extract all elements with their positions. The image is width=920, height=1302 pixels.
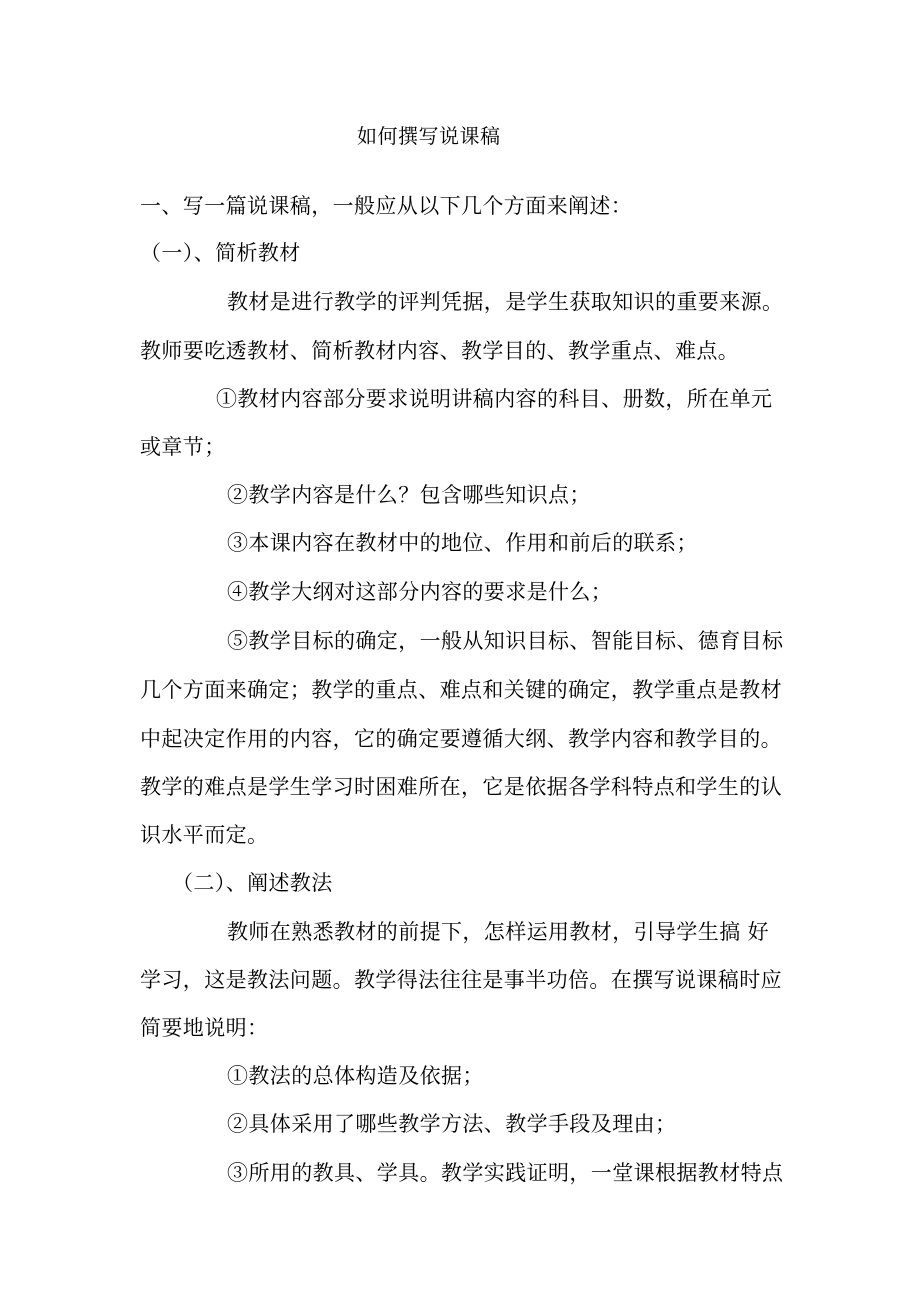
section-heading: 一、写一篇说课稿，一般应从以下几个方面来阐述：: [140, 194, 633, 218]
list-item-line: 或章节；: [140, 435, 226, 459]
paragraph-line: 教材是进行教学的评判凭据，是学生获取知识的重要来源。: [227, 290, 784, 314]
list-item-line: 教学的难点是学生学习时困难所在，它是依据各学科特点和学生的认: [140, 775, 782, 799]
document-title: 如何撰写说课稿: [357, 124, 501, 148]
list-item-line: 几个方面来确定；教学的重点、难点和关键的确定，教学重点是教材: [140, 678, 782, 702]
part2-heading: （二）、阐述教法: [172, 871, 333, 895]
list-item: ①教法的总体构造及依据；: [227, 1064, 484, 1088]
list-item: ②教学内容是什么？包含哪些知识点；: [227, 483, 591, 507]
paragraph-line: 教师在熟悉教材的前提下，怎样运用教材，引导学生搞 好: [227, 920, 770, 944]
list-item: ③本课内容在教材中的地位、作用和前后的联系；: [227, 531, 698, 555]
paragraph-line: 简要地说明：: [140, 1016, 269, 1040]
list-item: ③所用的教具、学具。教学实践证明，一堂课根据教材特点: [227, 1161, 784, 1185]
list-item-line: 中起决定作用的内容，它的确定要遵循大纲、教学内容和教学目的。: [140, 727, 782, 751]
paragraph-line: 教师要吃透教材、简析教材内容、教学目的、教学重点、难点。: [140, 339, 740, 363]
list-item: ②具体采用了哪些教学方法、教学手段及理由；: [227, 1112, 677, 1136]
list-item-line: 识水平而定。: [140, 823, 269, 847]
list-item: ④教学大纲对这部分内容的要求是什么；: [227, 580, 613, 604]
paragraph-line: 学习，这是教法问题。教学得法往往是事半功倍。在撰写说课稿时应: [140, 968, 782, 992]
part1-heading: （一）、简析教材: [140, 241, 301, 265]
list-item-line: ⑤教学目标的确定，一般从知识目标、智能目标、德育目标: [227, 629, 784, 653]
list-item-line: ①教材内容部分要求说明讲稿内容的科目、册数，所在单元: [216, 387, 773, 411]
